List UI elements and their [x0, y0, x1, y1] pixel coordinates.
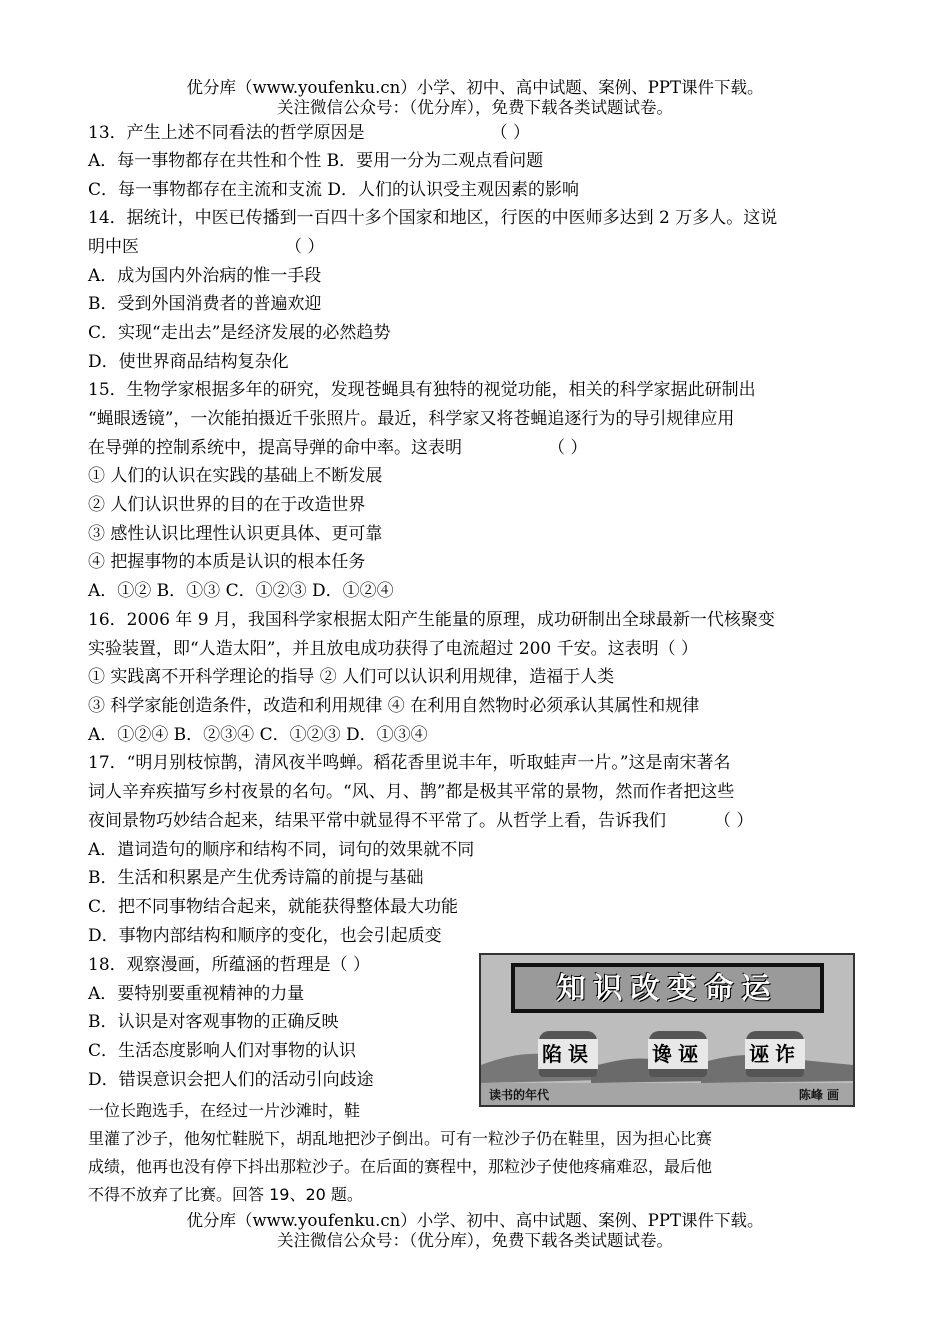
q14-stem-1: 14．据统计，中医已传播到一百四十多个国家和地区，行医的中医师多达到 2 万多人。这说 — [88, 208, 778, 228]
q15-stem-3 — [88, 436, 587, 460]
q14-stem-2 — [88, 235, 324, 259]
q17-text: 夜间景物巧妙结合起来，结果平常中就显得不平常了。从哲学上看，告诉我们 — [88, 811, 666, 831]
q15-options: A．①② B．①③ C．①②③ D．①②④ — [88, 581, 394, 601]
q18-stem: 18．观察漫画，所蕴涵的哲理是（ ） — [88, 955, 371, 975]
q13-options-cd: C．每一事物都存在主流和支流 D．人们的认识受主观因素的影响 — [88, 180, 580, 200]
q15-item-1: ① 人们的认识在实践的基础上不断发展 — [88, 466, 383, 486]
q17-stem-1: 17．“明月别枝惊鹊，清风夜半鸣蝉。稻花香里说丰年，听取蛙声一片。”这是南宋著名 — [88, 753, 731, 773]
q13-answer-paren: （ ） — [490, 123, 531, 143]
header-line-2: 关注微信公众号：（优分库），免费下载各类试题试卷。 — [277, 98, 673, 117]
q16-options: A．①②④ B．②③④ C．①②③ D．①③④ — [88, 725, 428, 745]
q14-text: 明中医 — [88, 237, 139, 257]
q15-stem-1: 15．生物学家根据多年的研究，发现苍蝇具有独特的视觉功能，相关的科学家据此研制出 — [88, 380, 756, 400]
q17-option-d: D．事物内部结构和顺序的变化，也会引起质变 — [88, 926, 442, 946]
q14-answer-paren: （ ） — [285, 237, 325, 257]
cartoon-book-3-label: 诬诈 — [745, 1039, 805, 1069]
cartoon-image — [479, 953, 855, 1107]
q17-stem-2: 词人辛弃疾描写乡村夜景的名句。“风、月、鹊”都是极其平常的景物，然而作者把这些 — [88, 782, 735, 802]
q13-options-ab: A．每一事物都存在共性和个性 B．要用一分为二观点看问题 — [88, 151, 544, 171]
q16-stem-2: 实验装置，即“人造太阳”，并且放电成功获得了电流超过 200 千安。这表明（ ） — [88, 639, 699, 659]
q14-option-d: D．使世界商品结构复杂化 — [88, 352, 289, 372]
q14-option-b: B．受到外国消费者的普遍欢迎 — [88, 294, 322, 314]
q15-answer-paren: （ ） — [548, 438, 588, 458]
passage-line-3: 成绩，他再也没有停下抖出那粒沙子。在后面的赛程中，那粒沙子使他疼痛难忍，最后他 — [88, 1157, 713, 1176]
q17-option-b: B．生活和积累是产生优秀诗篇的前提与基础 — [88, 868, 424, 888]
q16-items-1-2: ① 实践离不开科学理论的指导 ② 人们可以认识利用规律，造福于人类 — [88, 667, 615, 687]
cartoon-book-1-label: 陷误 — [538, 1039, 598, 1069]
q17-option-a: A．遣词造句的顺序和结构不同，词句的效果就不同 — [88, 840, 475, 860]
q13-text: 13．产生上述不同看法的哲学原因是 — [88, 123, 365, 143]
cartoon-caption-left: 读书的年代 — [489, 1088, 550, 1102]
cartoon-book-2-label: 谗诬 — [648, 1039, 708, 1069]
footer-line-1: 优分库（www.youfenku.cn）小学、初中、高中试题、案例、PPT课件下载。 — [186, 1211, 764, 1230]
q18-option-b: B．认识是对客观事物的正确反映 — [88, 1012, 339, 1032]
q18-option-a: A．要特别要重视精神的力量 — [88, 984, 305, 1004]
passage-line-2: 里灌了沙子，他匆忙鞋脱下，胡乱地把沙子倒出。可有一粒沙子仍在鞋里，因为担心比赛 — [88, 1129, 713, 1148]
passage-line-1: 一位长跑选手，在经过一片沙滩时，鞋 — [88, 1101, 361, 1120]
q13-stem — [88, 121, 530, 145]
q14-option-a: A．成为国内外治病的惟一手段 — [88, 266, 322, 286]
q18-option-d: D．错误意识会把人们的活动引向歧途 — [88, 1070, 374, 1090]
header-line-1: 优分库（www.youfenku.cn）小学、初中、高中试题、案例、PPT课件下载。 — [186, 78, 764, 97]
q14-option-c: C．实现“走出去”是经济发展的必然趋势 — [88, 323, 391, 343]
q17-option-c: C．把不同事物结合起来，就能获得整体最大功能 — [88, 897, 459, 917]
q17-answer-paren: （ ） — [714, 811, 754, 831]
q16-stem-1: 16．2006 年 9 月，我国科学家根据太阳产生能量的原理，成功研制出全球最新一代核聚变 — [88, 610, 775, 630]
q15-item-4: ④ 把握事物的本质是认识的根本任务 — [88, 552, 366, 572]
cartoon-hands-drawing — [481, 955, 853, 1105]
q17-stem-3 — [88, 809, 753, 833]
q18-option-c: C．生活态度影响人们对事物的认识 — [88, 1041, 357, 1061]
passage-line-4: 不得不放弃了比赛。回答 19、20 题。 — [88, 1185, 363, 1204]
q16-items-3-4: ③ 科学家能创造条件，改造和利用规律 ④ 在利用自然物时必须承认其属性和规律 — [88, 696, 700, 716]
q15-item-2: ② 人们认识世界的目的在于改造世界 — [88, 495, 366, 515]
q15-item-3: ③ 感性认识比理性认识更具体、更可靠 — [88, 524, 383, 544]
footer-line-2: 关注微信公众号：（优分库），免费下载各类试题试卷。 — [277, 1231, 673, 1250]
cartoon-caption-right: 陈峰 画 — [798, 1088, 839, 1102]
cartoon-banner: 知识改变命运 — [511, 963, 824, 1013]
q15-text: 在导弹的控制系统中，提高导弹的命中率。这表明 — [88, 438, 462, 458]
q15-stem-2: “蝇眼透镜”，一次能拍摄近千张照片。最近，科学家又将苍蝇追逐行为的导引规律应用 — [88, 409, 735, 429]
